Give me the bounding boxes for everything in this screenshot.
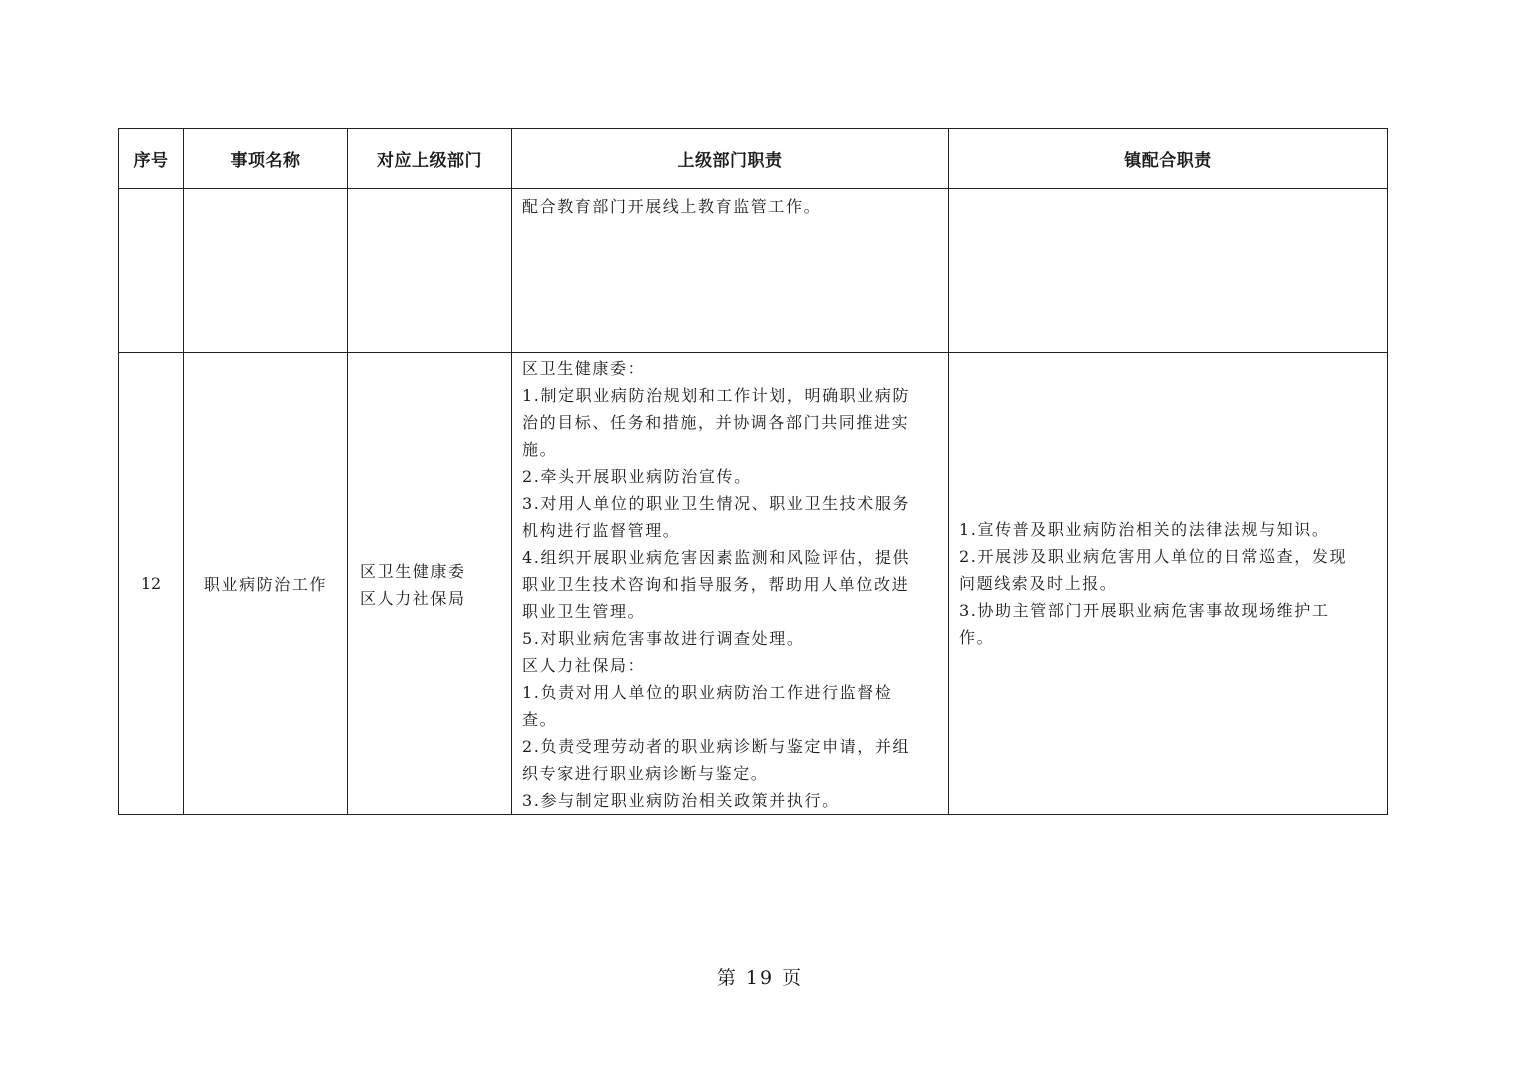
dept-cell: 区卫生健康委 区人力社保局 [348, 353, 512, 815]
page-number: 第 19 页 [716, 967, 804, 989]
header-item-name: 事项名称 [184, 129, 348, 189]
header-town-duty: 镇配合职责 [949, 129, 1388, 189]
upper-duty-text: 区卫生健康委： 1.制定职业病防治规划和工作计划，明确职业病防 治的目标、任务和措施，并协调各部门共同推进实 施。 2.牵头开展职业病防治宣传。 3.对用人单位的职业卫生情况、职业卫生技术服务 机构进行监督管理。 4.组织开展职业病危害因素监测和风险评估，提供 职业卫生技术咨询和指导服务，帮助用人单位改进 职业卫生管理。 5.对职业病危害事故进行调查处理。 区人力社保局： 1.负责对用人单位的职业病防治工作进行监督检 查。 2.负责受理劳动者的职业病诊断与鉴定申请，并组 织专家进行职业病诊断与鉴定。 3.参与制定职业病防治相关政策并执行。 [522, 359, 911, 810]
town-duty-cell [949, 189, 1388, 353]
duty-table [118, 128, 1388, 815]
table-header-row [119, 129, 1388, 189]
town-duty-text: 1.宣传普及职业病防治相关的法律法规与知识。 2.开展涉及职业病危害用人单位的日常巡查，发现 问题线索及时上报。 3.协助主管部门开展职业病危害事故现场维护工 作。 [959, 520, 1348, 647]
upper-duty-cell [512, 353, 949, 815]
upper-duty-text: 配合教育部门开展线上教育监管工作。 [522, 197, 822, 216]
town-duty-cell [949, 353, 1388, 815]
header-upper-duty: 上级部门职责 [512, 129, 949, 189]
table-row-continued [119, 189, 1388, 353]
seq-cell: 12 [119, 353, 184, 815]
seq-cell [119, 189, 184, 353]
header-upper-dept: 对应上级部门 [348, 129, 512, 189]
dept-cell [348, 189, 512, 353]
upper-duty-cell [512, 189, 949, 353]
item-name-cell [184, 189, 348, 353]
table-row-12 [119, 353, 1388, 815]
item-name-cell: 职业病防治工作 [184, 353, 348, 815]
header-seq: 序号 [119, 129, 184, 189]
